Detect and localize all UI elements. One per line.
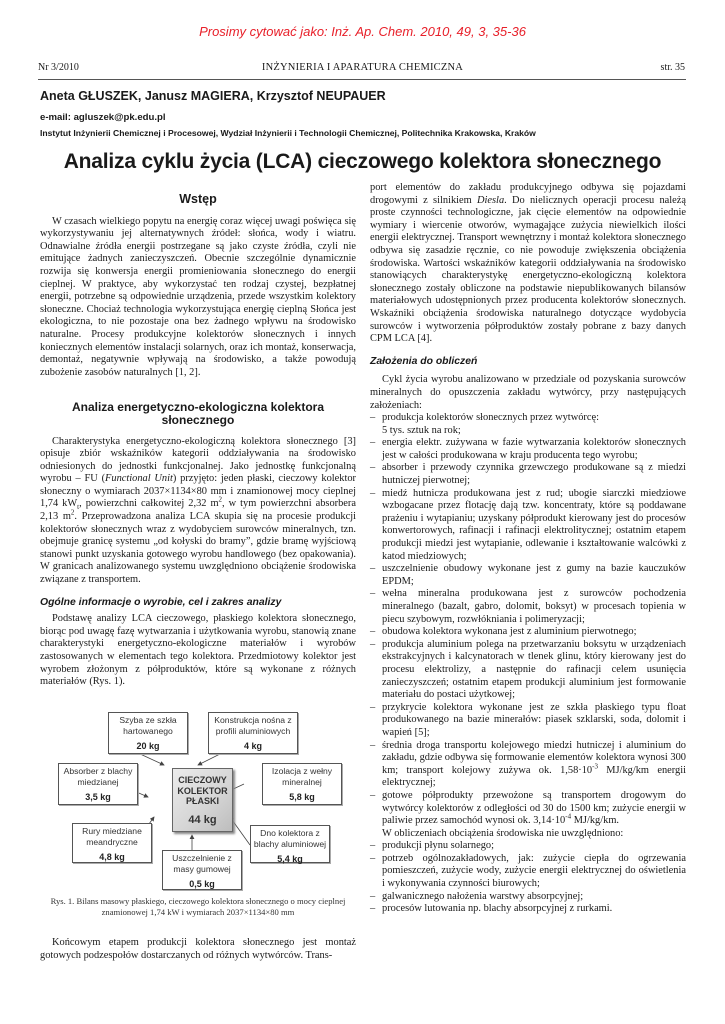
authors: Aneta GŁUSZEK, Janusz MAGIERA, Krzysztof NEUPAUER: [40, 89, 386, 103]
component-mineral-wool: Izolacja z wełny mineralnej 5,8 kg: [262, 763, 342, 805]
component-aluminium-frame: Konstrukcja nośna z profili aluminiowych 4 kg: [208, 712, 298, 754]
intro-paragraph: W czasach wielkiego popytu na energię coraz więcej uwagi poświęca się wykorzystywaniu jej alternatywnych źródeł: słońca, wody i wiatru. Odnawialne źródła energii postrzegane są jako czyste źródła, czyli nie emitujące żadnych zanieczyszczeń. Obecnie szczególnie dynamicznie rozwija się konwersja energii promieniowania słonecznego do energii cieplnej. W praktyce, aby wykorzystać ten rodzaj czystej, bezpłatnej energii, potrzebne są odpowiednie urządzenia, przede wszystkim kolektory słoneczne. Chociaż technologia wykorzystująca energię cieplną Słońca jest ekologiczna, to nie pozostaje ona bez żadnego wpływu na środowisko naturalne. Procesy produkcyjne kolektorów słonecznych i innych koniecznych elementów instalacji solarnych, oraz ich montaż, konserwacja, demontaż, negatywnie wpływają na środowisko, a także powodują zubożenie zasobów naturalnych [1, 2].: [40, 215, 356, 378]
collector-center-box: CIECZOWY KOLEKTOR PŁASKI 44 kg: [172, 768, 233, 832]
list-item: – średnia droga transportu kolejowego miedzi hutniczej i aluminium do zakładu, gdzie odbywa się formowanie elementów kolektora wynosi 300 km; transport kolejowy zużywa ok. $1,58\cdot 10^{-3}$ MJ/kg/km energii elektrycznej;: [370, 740, 686, 790]
assumptions-list: [370, 412, 686, 828]
affiliation: Instytut Inżynierii Chemicznej i Procesowej, Wydział Inżynierii i Technologii Chemicznej, Politechnika Krakowska, Kraków: [40, 128, 536, 138]
general-paragraph: Podstawę analizy LCA cieczowego, płaskiego kolektora słonecznego, biorąc pod uwagę fazę wytwarzania i użytkowania wyrobu, stanowią znane charakterystyki energetyczno-ekologiczne materiałów i wyrobów zastosowanych w elementach tego kolektora. Przedmiotowy kolektor jest wyrobem złożonym z półproduktów, które są wykonane z różnych materiałów (Rys. 1).: [40, 613, 356, 688]
list-item: – wełna mineralna produkowana jest z surowców pochodzenia mineralnego (bazalt, gabro, dolomit, boksyt) w procesach topienia w piecu szybowym, rozwłókniania i polimeryzacji;: [370, 588, 686, 626]
assumptions-intro: Cykl życia wyrobu analizowano w przedziale od pozyskania surowców mineralnych do opuszczenia zakładu wytwórcy, przy następujących założeniach:: [370, 374, 686, 411]
component-glass-pane: Szyba ze szkła hartowanego 20 kg: [108, 712, 188, 754]
journal-name: INŻYNIERIA I APARATURA CHEMICZNA: [261, 62, 464, 73]
issue-number: Nr 3/2010: [38, 62, 79, 73]
list-item: – obudowa kolektora wykonana jest z aluminium pierwotnego;: [370, 626, 686, 639]
component-aluminium-bottom: Dno kolektora z blachy aluminiowej 5,4 kg: [250, 825, 330, 863]
component-rubber-seal: Uszczelnienie z masy gumowej 0,5 kg: [162, 850, 242, 890]
left-column-final-paragraph: Końcowym etapem produkcji kolektora słonecznego jest montaż gotowych podzespołów dostarczanych od różnych wytwórców. Trans-: [40, 937, 356, 961]
list-item: – potrzeb ogólnozakładowych, jak: zużycie ciepła do ogrzewania pomieszczeń, zużycie wody, zużycie energii elektrycznej do oświetlenia i wykonywania czynności biurowych;: [370, 853, 686, 891]
list-item: – produkcji płynu solarnego;: [370, 840, 686, 853]
transport-paragraph: port elementów do zakładu produkcyjnego odbywa się pojazdami drogowymi z silnikiem Diesla. Do nielicznych operacji procesu należą proste czynności technologiczne, jak cięcie elementów na odpowiednie wymiary i wiercenie otworów, wymagające zużycia niewielkich ilości energii elektrycznej. Transport wewnętrzny i montaż kolektora słonecznego odbywa się zasadzie ręcznie, co nie powoduje zwiększenia obciążenia środowiska. Wartości wskaźników kategorii oddziaływania na środowisko stanowiących charakterystykę energetyczno-ekologiczną kolektora słonecznego zostały obliczone na podstawie niepublikowanych bilansów materiałowych udostępnionych przez producenta kolektorów słonecznych. Wskaźniki obciążenia środowiska naturalnego dotyczące wydobycia surowców i wytworzenia półproduktów zostały pobrane z bazy danych CPM LCA [4].: [370, 182, 686, 345]
list-item: – galwanicznego nałożenia warstwy absorpcyjnej;: [370, 891, 686, 904]
subsection-heading-general: Ogólne informacje o wyrobie, cel i zakres analizy: [40, 596, 282, 608]
component-copper-absorber: Absorber z blachy miedzianej 3,5 kg: [58, 763, 138, 805]
excluded-intro: W obliczeniach obciążenia środowiska nie uwzględniono:: [382, 827, 624, 839]
subsection-heading-assumptions: Założenia do obliczeń: [370, 355, 478, 367]
list-item: – uszczelnienie obudowy wykonane jest z gumy na bazie kauczuków EPDM;: [370, 563, 686, 588]
component-copper-pipes: Rury miedziane meandryczne 4,8 kg: [72, 823, 152, 863]
list-item: – gotowe półprodukty przewożone są transportem drogowym do wytwórcy kolektorów z odległości od 30 do 1500 km; zużycie energii w paliwie przez samochód wynosi ok. $3,14\cdot 10^{-4}$ MJ/kg/km.: [370, 790, 686, 828]
mass-balance-diagram: [40, 700, 356, 896]
list-item: – procesów lutowania np. blachy absorpcyjnej z rurkami.: [370, 903, 686, 916]
left-column: [40, 193, 356, 689]
citation-note: Prosimy cytować jako: Inż. Ap. Chem. 2010, 49, 3, 35-36: [199, 24, 526, 39]
section-heading-energy: Analiza energetyczno-ekologiczna kolektora słonecznego: [71, 400, 325, 427]
header-rule: [38, 79, 686, 80]
article-title: Analiza cyklu życia (LCA) cieczowego kolektora słonecznego: [63, 150, 662, 173]
list-item: – miedź hutnicza produkowana jest z rud; ubogie siarczki miedziowe wzbogacane przez flotację dają tzw. koncentraty, które są poddawane prażeniu i wytapianiu; uzyskany półprodukt kierowany jest do procesów konwertorowych, rafinacji i rafinacji elektrolitycznej; ostatnim etapem produkcji miedzi jest wytapianie, odlewanie i kształtowanie walcówki z katod miedziowych;: [370, 488, 686, 564]
section-heading-intro: Wstęp: [179, 192, 217, 206]
list-item: – absorber i przewody czynnika grzewczego produkowane są z miedzi hutniczej pierwotnej;: [370, 462, 686, 487]
list-item: – produkcja aluminium polega na przetwarzaniu boksytu w urządzeniach ekstrakcyjnych i kalcynatorach w tlenek glinu, który kierowany jest do procesu elektrolizy, a następnie do rafinacji celem usunięcia zanieczyszczeń; ostatnim etapem produkcji aluminium jest formowanie materiału do postaci użytkowej;: [370, 639, 686, 702]
page-number: str. 35: [660, 62, 685, 73]
excluded-list: [370, 840, 686, 916]
list-item: – produkcja kolektorów słonecznych przez wytwórcę: 5 tys. sztuk na rok;: [370, 412, 686, 437]
figure-caption: Rys. 1. Bilans masowy płaskiego, cieczowego kolektora słonecznego o mocy cieplnej znamionowej 1,74 kW i wymiarach 2037×1134×80 mm: [50, 896, 346, 917]
author-email: e-mail: agluszek@pk.edu.pl: [40, 112, 166, 123]
energy-paragraph: Charakterystyka energetyczno-ekologiczną kolektora słonecznego [3] opisuje zbiór wskaźników kategorii oddziaływania na środowisko odniesionych do jednostki funkcjonalnej. Jako jednostkę funkcjonalną wyrobu – FU (Functional Unit) przyjęto: jeden płaski, cieczowy kolektor słoneczny o wymiarach 2037×1134×80 mm i znamionowej mocy cieplnej 1,74 $kW_t$, powierzchni całkowitej 2,32 $m^2$, w tym powierzchni absorbera 2,13 $m^2$. Przeprowadzona analiza LCA skupia się na procesie produkcji kolektorów słonecznych wraz z wydobyciem surowców mineralnych, tzn. obejmuje granicę systemu „od kołyski do bramy”, gdzie bramę wyjściową stanowi punkt uzyskania gotowego wyrobu handlowego (bez opakowania). W granicach analizowanego systemu uwzględniono obciążenie środowiska związane z transportem.: [40, 435, 356, 586]
list-item: – przykrycie kolektora wykonane jest ze szkła płaskiego typu float produkowanego na bazie minerałów: piasek szklarski, soda, dolomit i wapień [5];: [370, 702, 686, 740]
list-item: – energia elektr. zużywana w fazie wytwarzania kolektorów słonecznych jest w całości produkowana w kraju producenta tego wyrobu;: [370, 437, 686, 462]
right-column: [370, 182, 686, 916]
